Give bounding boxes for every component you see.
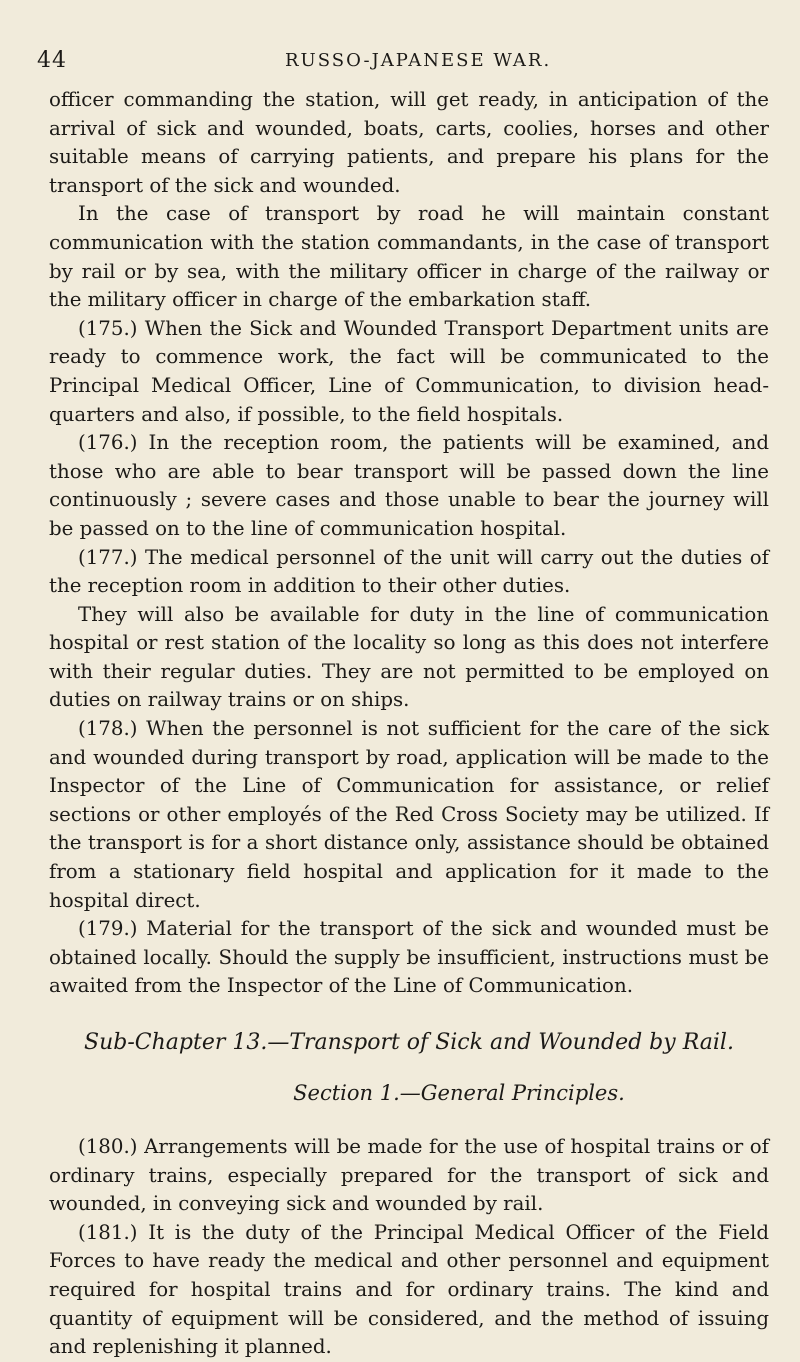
paragraph: They will also be available for duty in the line of communication hospital or rest station of the locality so long as this does not interfere with their regular duties. They are not permitted to be employed on duties on railway trains or on ships. (49, 602, 769, 712)
sub-chapter-heading: Sub-Chapter 13.—Transport of Sick and Wounded by Rail. (84, 1030, 734, 1055)
running-head: RUSSO-JAPANESE WAR. (285, 50, 552, 71)
page-header (0, 48, 800, 78)
paragraph: (180.) Arrangements will be made for the use of hospital trains or of ordinary trains, especially prepared for the transport of sick and wounded, in conveying sick and wounded by rail. (49, 1135, 769, 1216)
paragraph: (181.) It is the duty of the Principal Medical Officer of the Field Forces to have ready the medical and other personnel and equipment required for hospital trains and for ordinary trains. The kind and quantity of equipment will be considered, and the method of issuing and replenishing it planned. (49, 1220, 769, 1359)
body-text (49, 86, 769, 1362)
paragraph: officer commanding the station, will get ready, in anticipation of the arrival of sick and wounded, boats, carts, coolies, horses and other suitable means of carrying patients, and prepare his plans for the transport of the sick and wounded. (49, 88, 769, 197)
paragraph: (175.) When the Sick and Wounded Transport Department units are ready to commence work, the fact will be communicated to the Principal Medical Officer, Line of Communication, to division head-quarters and also, if possible, to the field hospitals. (49, 316, 769, 426)
paragraph: (179.) Material for the transport of the sick and wounded must be obtained locally. Should the supply be insufficient, instructions must be awaited from the Inspector of the Line of Communication. (49, 917, 769, 998)
paragraph: (178.) When the personnel is not sufficient for the care of the sick and wounded during transport by road, application will be made to the Inspector of the Line of Communication for assistance, or relief sections or other employés of the Red Cross Society may be utilized. If the transport is for a short distance only, assistance should be obtained from a stationary field hospital and application for it made to the hospital direct. (49, 717, 769, 912)
page-number: 44 (37, 48, 67, 73)
paragraph: In the case of transport by road he will maintain constant communication with the station commandants, in the case of transport by rail or by sea, with the military officer in charge of the railway or the military officer in charge of the embarkation staff. (49, 202, 769, 312)
paragraph: (176.) In the reception room, the patients will be examined, and those who are able to bear transport will be passed down the line continuously ; severe cases and those unable to bear the journey will be passed on to the line of communication hospital. (49, 431, 769, 540)
paragraph: (177.) The medical personnel of the unit will carry out the duties of the reception room in addition to their other duties. (49, 545, 769, 598)
section-heading-text: Section 1.—General Principles. (293, 1081, 625, 1105)
section-heading (49, 1078, 769, 1108)
